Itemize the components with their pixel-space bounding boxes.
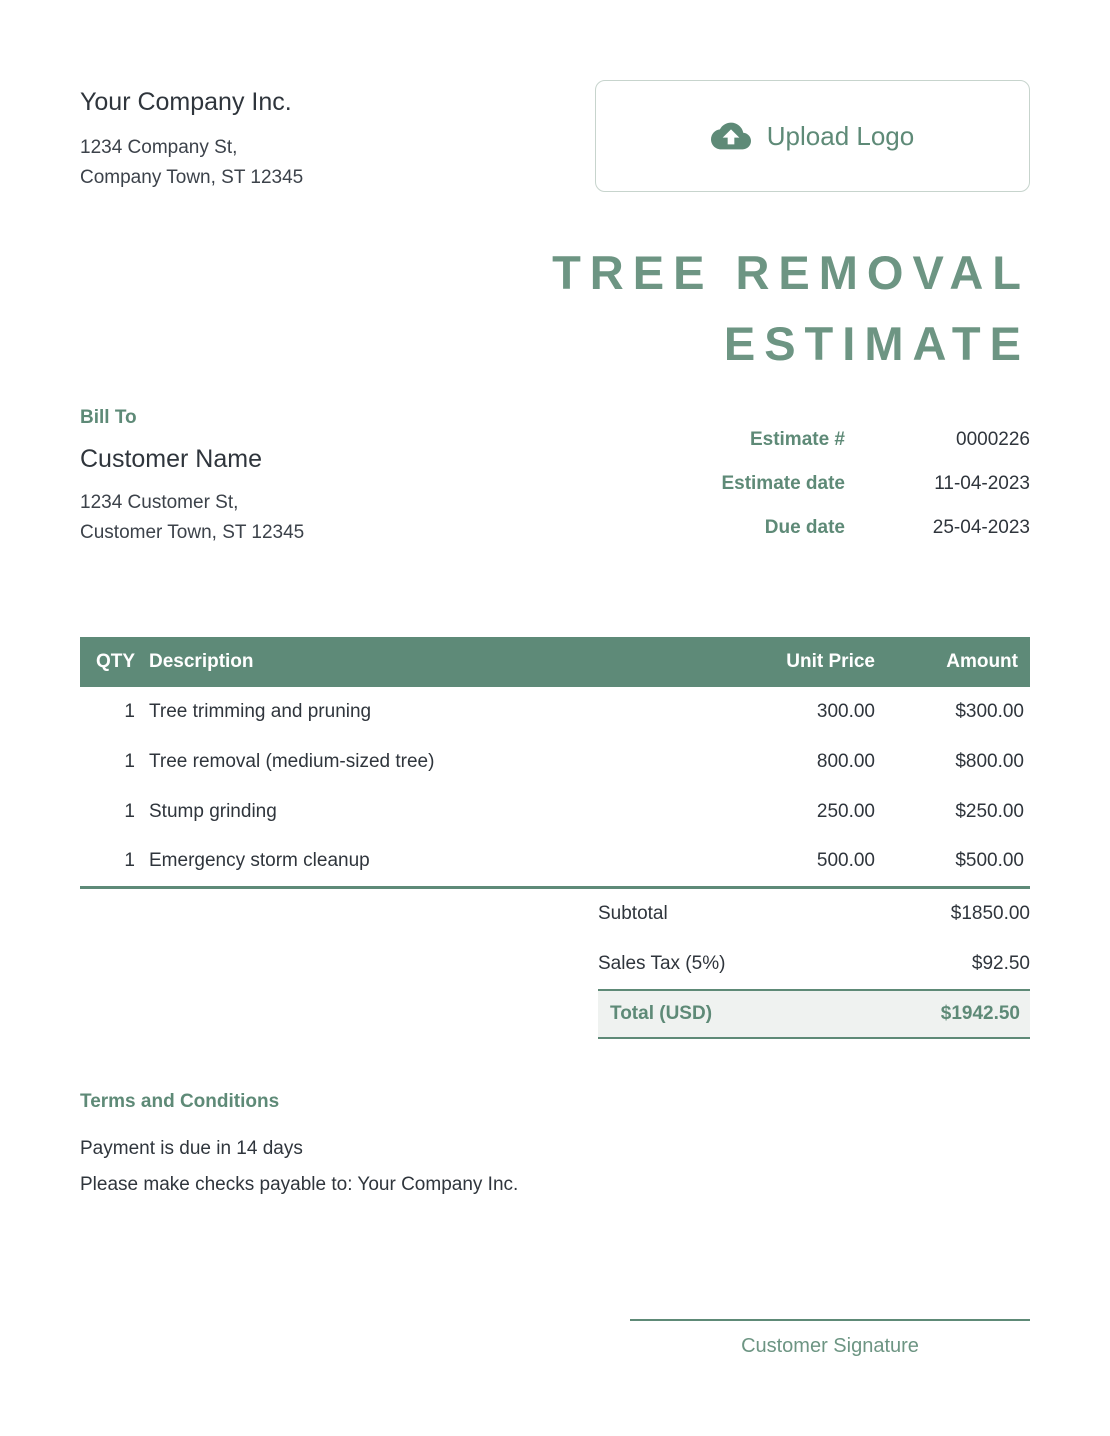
company-address	[80, 133, 303, 193]
table-row	[80, 737, 1030, 787]
document-title-line1: TREE REMOVAL	[552, 246, 1030, 299]
company-address-line1: 1234 Company St,	[80, 137, 238, 158]
header	[80, 80, 1030, 193]
estimate-date-label: Estimate date	[721, 473, 845, 494]
sales-tax-label: Sales Tax (5%)	[598, 952, 726, 974]
row-amount: $800.00	[955, 751, 1024, 772]
terms-section	[80, 1091, 1030, 1203]
estimate-date-row	[721, 473, 1030, 517]
due-date-value: 25-04-2023	[932, 517, 1030, 538]
row-amount: $500.00	[875, 837, 1030, 887]
due-date-row	[721, 517, 1030, 561]
terms-line-2: Please make checks payable to: Your Company Inc.	[80, 1173, 519, 1195]
row-description: Tree trimming and pruning	[149, 701, 372, 722]
items-table	[80, 637, 1030, 889]
subtotal-label: Subtotal	[598, 902, 668, 924]
table-row	[80, 787, 1030, 837]
estimate-date-value: 11-04-2023	[934, 473, 1030, 494]
meta-section	[80, 407, 1030, 561]
row-description: Emergency storm cleanup	[135, 837, 715, 887]
customer-name: Customer Name	[80, 445, 262, 473]
totals-block	[598, 889, 1030, 1039]
company-name: Your Company Inc.	[80, 88, 292, 116]
row-description: Tree removal (medium-sized tree)	[149, 751, 435, 772]
row-qty: 1	[124, 701, 135, 722]
signature-block	[630, 1319, 1030, 1358]
bill-to-heading: Bill To	[80, 407, 137, 428]
company-info	[80, 80, 303, 193]
company-address-line2: Company Town, ST 12345	[80, 167, 304, 188]
row-amount: $250.00	[955, 801, 1024, 822]
estimate-number-label: Estimate #	[749, 429, 845, 450]
terms-heading: Terms and Conditions	[80, 1090, 280, 1112]
header-amount: Amount	[875, 637, 1030, 687]
estimate-meta	[721, 407, 1030, 561]
total-label: Total (USD)	[610, 1002, 713, 1024]
bill-to-block	[80, 407, 304, 561]
row-amount: $300.00	[955, 701, 1024, 722]
table-row	[80, 687, 1030, 737]
row-qty: 1	[124, 751, 135, 772]
header-description: Description	[135, 637, 715, 687]
due-date-label: Due date	[764, 517, 845, 538]
cloud-upload-icon	[711, 116, 751, 156]
subtotal-value: $1850.00	[950, 902, 1030, 924]
sales-tax-row	[598, 939, 1030, 989]
row-qty: 1	[124, 801, 135, 822]
header-qty: QTY	[80, 637, 135, 687]
upload-logo-label: Upload Logo	[766, 120, 915, 151]
row-unit-price: 300.00	[816, 701, 875, 722]
header-unit-price: Unit Price	[715, 637, 875, 687]
document-title-line2: ESTIMATE	[723, 317, 1030, 370]
customer-signature-label: Customer Signature	[741, 1335, 919, 1357]
subtotal-row	[598, 889, 1030, 939]
total-value: $1942.50	[940, 1002, 1020, 1024]
row-qty: 1	[80, 837, 135, 887]
estimate-number-value: 0000226	[956, 429, 1030, 450]
terms-line-1: Payment is due in 14 days	[80, 1137, 303, 1159]
row-description: Stump grinding	[149, 801, 277, 822]
document-title	[80, 237, 1030, 379]
row-unit-price: 500.00	[715, 837, 875, 887]
customer-address-line2: Customer Town, ST 12345	[80, 522, 305, 543]
estimate-number-row	[721, 429, 1030, 473]
table-row	[80, 837, 1030, 887]
customer-address-line1: 1234 Customer St,	[80, 492, 239, 513]
customer-address	[80, 488, 304, 548]
row-unit-price: 250.00	[816, 801, 875, 822]
sales-tax-value: $92.50	[971, 952, 1030, 974]
row-unit-price: 800.00	[816, 751, 875, 772]
upload-logo-button[interactable]	[595, 80, 1030, 192]
items-table-header	[80, 637, 1030, 687]
total-row	[598, 989, 1030, 1039]
